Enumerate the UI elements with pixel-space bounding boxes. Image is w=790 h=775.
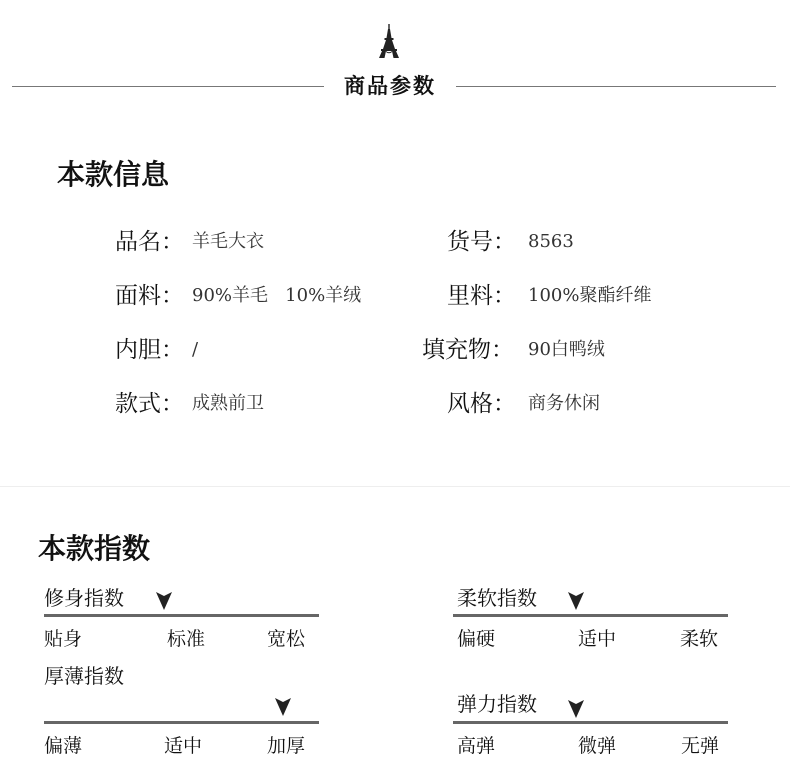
info-label-sku: 货号： (447, 229, 516, 255)
index-marker-arrow-icon (156, 592, 172, 610)
index-marker-arrow-icon (275, 698, 291, 716)
info-value-liner: / (192, 339, 199, 360)
info-value-fabric: 90%羊毛 10%羊绒 (192, 285, 362, 306)
eiffel-tower-icon (378, 24, 400, 58)
section-divider (0, 486, 790, 487)
index-tick-low: 贴身 (44, 628, 83, 650)
index-label: 厚薄指数 (44, 664, 124, 688)
info-value-name: 羊毛大衣 (192, 231, 264, 252)
index-tick-high: 柔软 (680, 628, 719, 650)
info-label-lining: 里料： (447, 283, 516, 309)
info-label-name: 品名： (115, 229, 184, 255)
index-label: 修身指数 (44, 586, 124, 610)
info-label-fabric: 面料： (115, 283, 184, 309)
info-value-lining: 100%聚酯纤维 (528, 285, 652, 306)
info-value-genre: 商务休闲 (528, 393, 600, 414)
header-divider-left (12, 86, 324, 87)
index-tick-mid: 微弹 (578, 735, 617, 757)
index-tick-high: 宽松 (267, 628, 306, 650)
info-value-sku: 8563 (528, 231, 574, 252)
info-value-style: 成熟前卫 (192, 393, 264, 414)
index-tick-low: 偏硬 (457, 628, 496, 650)
index-label: 柔软指数 (457, 586, 537, 610)
index-scale-bar (44, 614, 319, 617)
info-label-genre: 风格： (447, 391, 516, 417)
index-section-title: 本款指数 (38, 532, 151, 565)
info-section-title: 本款信息 (57, 158, 170, 191)
index-tick-high: 无弹 (681, 735, 720, 757)
index-tick-mid: 适中 (578, 628, 617, 650)
info-label-style: 款式： (115, 391, 184, 417)
info-value-filling: 90白鸭绒 (528, 339, 605, 360)
info-label-filling: 填充物： (422, 337, 514, 363)
info-label-liner: 内胆： (115, 337, 184, 363)
index-scale-bar (453, 721, 728, 724)
page-title: 商品参数 (344, 74, 436, 98)
index-marker-arrow-icon (568, 700, 584, 718)
index-marker-arrow-icon (568, 592, 584, 610)
index-scale-bar (44, 721, 319, 724)
index-tick-mid: 标准 (167, 628, 206, 650)
index-tick-mid: 适中 (164, 735, 203, 757)
index-tick-low: 偏薄 (44, 735, 83, 757)
index-tick-high: 加厚 (267, 735, 306, 757)
index-label: 弹力指数 (457, 692, 537, 716)
index-tick-low: 高弹 (457, 735, 496, 757)
index-scale-bar (453, 614, 728, 617)
header-divider-right (456, 86, 776, 87)
